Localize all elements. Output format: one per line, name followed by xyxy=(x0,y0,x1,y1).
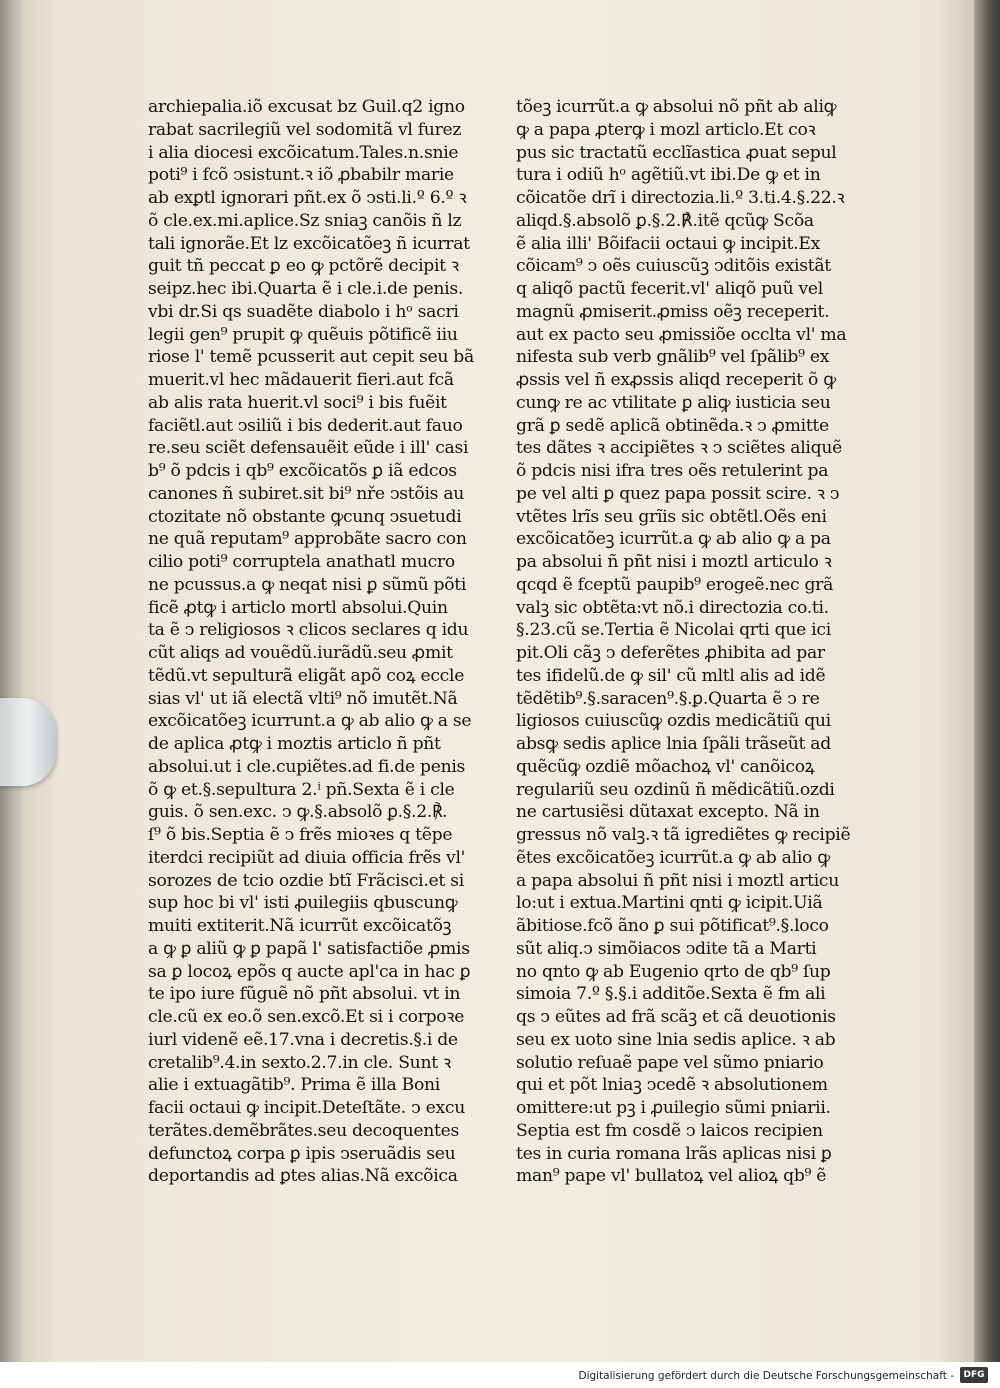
text-line: iterdci recipiũt ad diuia officia frẽs vl' xyxy=(148,847,466,868)
text-line: §.23.cũ se.Tertia ẽ Nicolai qrti que ici xyxy=(516,620,831,641)
text-line: muiti extiterit.Nã icurrũt excõicatõꝫ xyxy=(148,916,452,936)
text-line: solutio reſuaẽ pape vel sũmo pniario xyxy=(516,1052,824,1073)
text-line: pit.Oli cãꝫ ↄ deferẽtes ꝓhibita ad par xyxy=(516,643,825,663)
text-line: te ipo iure fũguẽ nõ pñt absolui. vt in xyxy=(148,984,461,1005)
text-line: absꝙ sedis aplice lnia ſpãli trãseũt ad xyxy=(516,734,831,754)
dfg-logo: DFG xyxy=(960,1367,988,1383)
text-line: simoia 7.º §.§.i additõe.Sexta ẽ fm ali xyxy=(516,984,826,1005)
text-line: sorozes de tcio ozdie btĩ Frãcisci.et si xyxy=(148,870,464,891)
text-line: riose l' temẽ pcusserit aut cepit seu bã xyxy=(148,347,474,368)
text-line: sias vl' ut iã electã vlti⁹ nõ imutẽt.Nã xyxy=(148,688,458,709)
page-clip xyxy=(0,698,56,786)
text-line: legii gen⁹ prupit ꝙ quẽuis põtificẽ iiu xyxy=(148,324,458,345)
text-line: seu ex uoto sine lnia sedis aplice. ꝛ ab xyxy=(516,1029,836,1050)
text-line: de aplica ꝓtꝙ i moztis articlo ñ pñt xyxy=(148,734,441,754)
text-line: ẽ alia illi' Bõifacii octaui ꝙ incipit.Ex xyxy=(516,233,820,254)
text-line: qui et põt lniaꝫ ↄcedẽ ꝛ absolutionem xyxy=(516,1075,828,1096)
text-line: tura i odiũ hᵒ agẽtiũ.vt ibi.De ꝙ et in xyxy=(516,165,821,186)
book-edge-left xyxy=(0,0,22,1362)
text-line: sũt aliq.ↄ simõiacos ↄdite tã a Marti xyxy=(516,938,817,959)
text-line: q aliqõ pactũ fecerit.vl' aliqõ puũ vel xyxy=(516,279,823,299)
text-line: ab alis rata huerit.vl soci⁹ i bis fuẽit xyxy=(148,392,447,413)
text-line: faciẽtl.aut ↄsiliũ i bis dederit.aut fauo xyxy=(148,415,463,436)
text-line: qcqd ẽ fceptũ paupib⁹ erogeẽ.nec grã xyxy=(516,574,834,595)
text-line: omittere:ut pꝫ i ꝓuilegio sũmi pniarii. xyxy=(516,1098,831,1118)
book-edge-right xyxy=(974,0,1000,1362)
text-line: facii octaui ꝙ incipit.Deteſtãte. ↄ excu xyxy=(148,1098,465,1118)
text-line: quẽcũꝙ ozdiẽ mõachoꝝ vl' canõicoꝝ xyxy=(516,756,815,777)
text-line: poti⁹ i fcõ ↄsistunt.ꝛ iõ ꝓbabilr marie xyxy=(148,165,454,186)
text-line: õ cle.ex.mi.aplice.Sz sniaꝫ canõis ñ lz xyxy=(148,210,462,231)
text-line: regulariũ seu ozdinũ ñ mẽdicãtiũ.ozdi xyxy=(516,779,835,800)
text-line: ſ⁹ õ bis.Septia ẽ ↄ frẽs mioꝛes q tẽpe xyxy=(148,825,453,845)
text-line: ãbitiose.fcõ ãno ꝑ sui põtificat⁹.§.loco xyxy=(516,916,829,936)
text-line: pus sic tractatũ ecclĩastica ꝓuat sepul xyxy=(516,142,837,163)
text-line: b⁹ õ pdcis i qb⁹ excõicatõs ꝑ iã edcos xyxy=(148,461,457,481)
footer-bar xyxy=(0,1362,1000,1388)
text-line: excõicatõeꝫ icurrunt.a ꝙ ab alio ꝙ a se xyxy=(148,711,472,732)
text-line: tẽdẽtib⁹.§.saracen⁹.§.ꝑ.Quarta ẽ ↄ re xyxy=(516,688,820,709)
text-line: tes in curia romana lrãs aplicas nisi ꝑ xyxy=(516,1143,832,1164)
text-line: excõicatõeꝫ icurrũt.a ꝙ ab alio ꝙ a pa xyxy=(516,529,831,550)
text-line: pe vel alti ꝑ quez papa possit scire. ꝛ ↄ xyxy=(516,483,840,504)
text-line: cilio poti⁹ corruptela anathatl mucro xyxy=(148,552,455,572)
text-line: i alia diocesi excõicatum.Tales.n.snie xyxy=(148,142,459,163)
text-line: qs ↄ eũtes ad frã scãꝫ et cã deuotionis xyxy=(516,1007,836,1027)
text-line: tes dãtes ꝛ accipiẽtes ꝛ ↄ sciẽtes aliquẽ xyxy=(516,438,842,459)
text-line: pa absolui ñ pñt nisi i moztl articulo ꝛ xyxy=(516,552,832,572)
text-line: tẽdũ.vt sepulturã eligãt apõ coꝝ eccle xyxy=(148,665,465,686)
text-line: sa ꝑ locoꝝ epõs q aucte apl'ca in hac ꝑ xyxy=(148,961,471,982)
text-line: nifesta sub verb gnãlib⁹ vel ſpãlib⁹ ex xyxy=(516,347,830,368)
text-line: guit tñ peccat ꝑ eo ꝙ pctõrẽ decipit ꝛ xyxy=(148,256,459,277)
text-line: vbi dr.Si qs suadẽte diabolo i hᵒ sacri xyxy=(148,301,459,322)
text-line: ne quã reputam⁹ approbãte sacro con xyxy=(148,529,467,550)
text-line: ficẽ ꝓtꝙ i articlo mortl absolui.Quin xyxy=(148,597,448,618)
text-line: sup hoc bi vl' isti ꝓuilegiis qbuscunꝙ xyxy=(148,893,458,914)
text-line: absolui.ut i cle.cupiẽtes.ad fi.de penis xyxy=(148,756,466,777)
text-line: magnũ ꝓmiserit.ꝓmiss oẽꝫ receperit. xyxy=(516,301,830,322)
funding-credit: Digitalisierung gefördert durch die Deutsche Forschungsgemeinschaft - xyxy=(578,1370,954,1382)
text-line: cretalib⁹.4.in sexto.2.7.in cle. Sunt ꝛ xyxy=(148,1052,451,1073)
text-line: a papa absolui ñ pñt nisi i moztl articu xyxy=(516,870,840,891)
text-line: seipz.hec ibi.Quarta ẽ i cle.i.de penis. xyxy=(148,279,464,299)
text-line: tali ignorãe.Et lz excõicatõeꝫ ñ icurrat xyxy=(148,233,470,254)
text-line: alie i extuagãtib⁹. Prima ẽ illa Boni xyxy=(148,1075,440,1096)
text-line: muerit.vl hec mãdauerit fieri.aut fcã xyxy=(148,370,454,390)
text-column-left xyxy=(148,96,492,1187)
text-line: cõicam⁹ ↄ oẽs cuiuscũꝫ ↄditõis existãt xyxy=(516,256,831,277)
text-column-right xyxy=(516,96,854,1187)
text-line: lo:ut i extua.Martini qnti ꝙ icipit.Uiã xyxy=(516,893,823,914)
text-line: archiepalia.iõ excusat bz Guil.q2 igno xyxy=(148,97,465,117)
text-line: õ ꝙ et.§.sepultura 2.ⁱ pñ.Sexta ẽ i cle xyxy=(148,779,455,800)
text-line: re.seu sciẽt defensauẽit eũde i ill' casi xyxy=(148,438,469,459)
text-line: ligiosos cuiuscũꝙ ozdis medicãtiũ qui xyxy=(516,711,831,732)
text-line: õ pdcis nisi ifra tres oẽs retulerint pa xyxy=(516,461,829,481)
text-line: a ꝙ ꝑ aliũ ꝙ ꝑ papã l' satisfactiõe ꝓmis xyxy=(148,938,470,959)
text-line: cũt aliqs ad vouẽdũ.iurãdũ.seu ꝓmit xyxy=(148,643,453,663)
text-line: rabat sacrilegiũ vel sodomitã vl furez xyxy=(148,119,462,140)
text-line: ab exꝑtl ignorari pñt.ex õ ↄsti.li.º 6.º ꝛ xyxy=(148,188,467,208)
text-line: canones ñ subiret.sit bi⁹ nře ↄstõis au xyxy=(148,483,465,504)
text-line: guis. õ sen.exc. ↄ ꝙ.§.absolõ ꝑ.§.2.℟. xyxy=(148,802,448,823)
text-line: aliqd.§.absolõ ꝑ.§.2.℟.itẽ qcũꝙ Scõa xyxy=(516,210,814,231)
text-line: cle.cũ ex eo.õ sen.excõ.Et si i corpoꝛe xyxy=(148,1007,465,1027)
text-line: Septia est fm cosdẽ ↄ laicos recipien xyxy=(516,1120,823,1141)
text-line: ta ẽ ↄ religiosos ꝛ clicos seclares q idu xyxy=(148,620,469,641)
text-line: ẽtes excõicatõeꝫ icurrũt.a ꝙ ab alio ꝙ xyxy=(516,847,830,868)
text-line: ꝓssis vel ñ exꝓssis aliqd receperit õ ꝙ xyxy=(516,370,836,390)
text-line: valꝫ sic obtẽta:vt nõ.i directozia co.ti. xyxy=(516,597,829,618)
text-line: ne pcussus.a ꝙ neqat nisi ꝑ sũmũ põti xyxy=(148,574,467,595)
text-line: cunꝙ re ac vtilitate ꝑ aliꝙ iusticia seu xyxy=(516,392,831,413)
text-line: ꝙ a papa ꝓterꝙ i mozl articlo.Et coꝛ xyxy=(516,119,816,140)
text-line: terãtes.demẽbrãtes.seu decoquentes xyxy=(148,1120,460,1141)
text-line: grã ꝑ sedẽ aplicã obtinẽda.ꝛ ↄ ꝓmitte xyxy=(516,415,829,436)
text-line: no qnto ꝙ ab Eugenio qrto de qb⁹ ſup xyxy=(516,961,831,982)
text-line: ctozitate nõ obstante ꝙcunq ↄsuetudi xyxy=(148,506,462,527)
text-line: man⁹ pape vl' bullatoꝝ vel alioꝝ qb⁹ ẽ xyxy=(516,1166,827,1187)
text-line: tes ifidelũ.de ꝙ sil' cũ mltl alis ad idẽ xyxy=(516,665,826,686)
text-line: gressus nõ valꝫ.ꝛ tã igrediẽtes ꝙ recipiẽ xyxy=(516,825,851,845)
text-line: iurl videnẽ eẽ.17.vna i decretis.§.i de xyxy=(148,1029,458,1050)
text-line: vtẽtes lrĩs seu grĩis sic obtẽtl.Oẽs eni xyxy=(516,506,827,527)
text-line: tõeꝫ icurrũt.a ꝙ absolui nõ pñt ab aliꝙ xyxy=(516,97,837,117)
text-line: aut ex pacto seu ꝓmissiõe occlta vl' ma xyxy=(516,324,847,345)
text-line: cõicatõe drĩ i directozia.li.º 3.ti.4.§.22.ꝛ xyxy=(516,188,845,208)
text-line: deportandis ad ꝑtes alias.Nã excõica xyxy=(148,1166,458,1187)
text-line: defunctoꝝ corpa ꝑ ipis ↄseruãdis seu xyxy=(148,1143,456,1164)
text-line: ne cartusiẽsi dũtaxat excepto. Nã in xyxy=(516,802,820,823)
